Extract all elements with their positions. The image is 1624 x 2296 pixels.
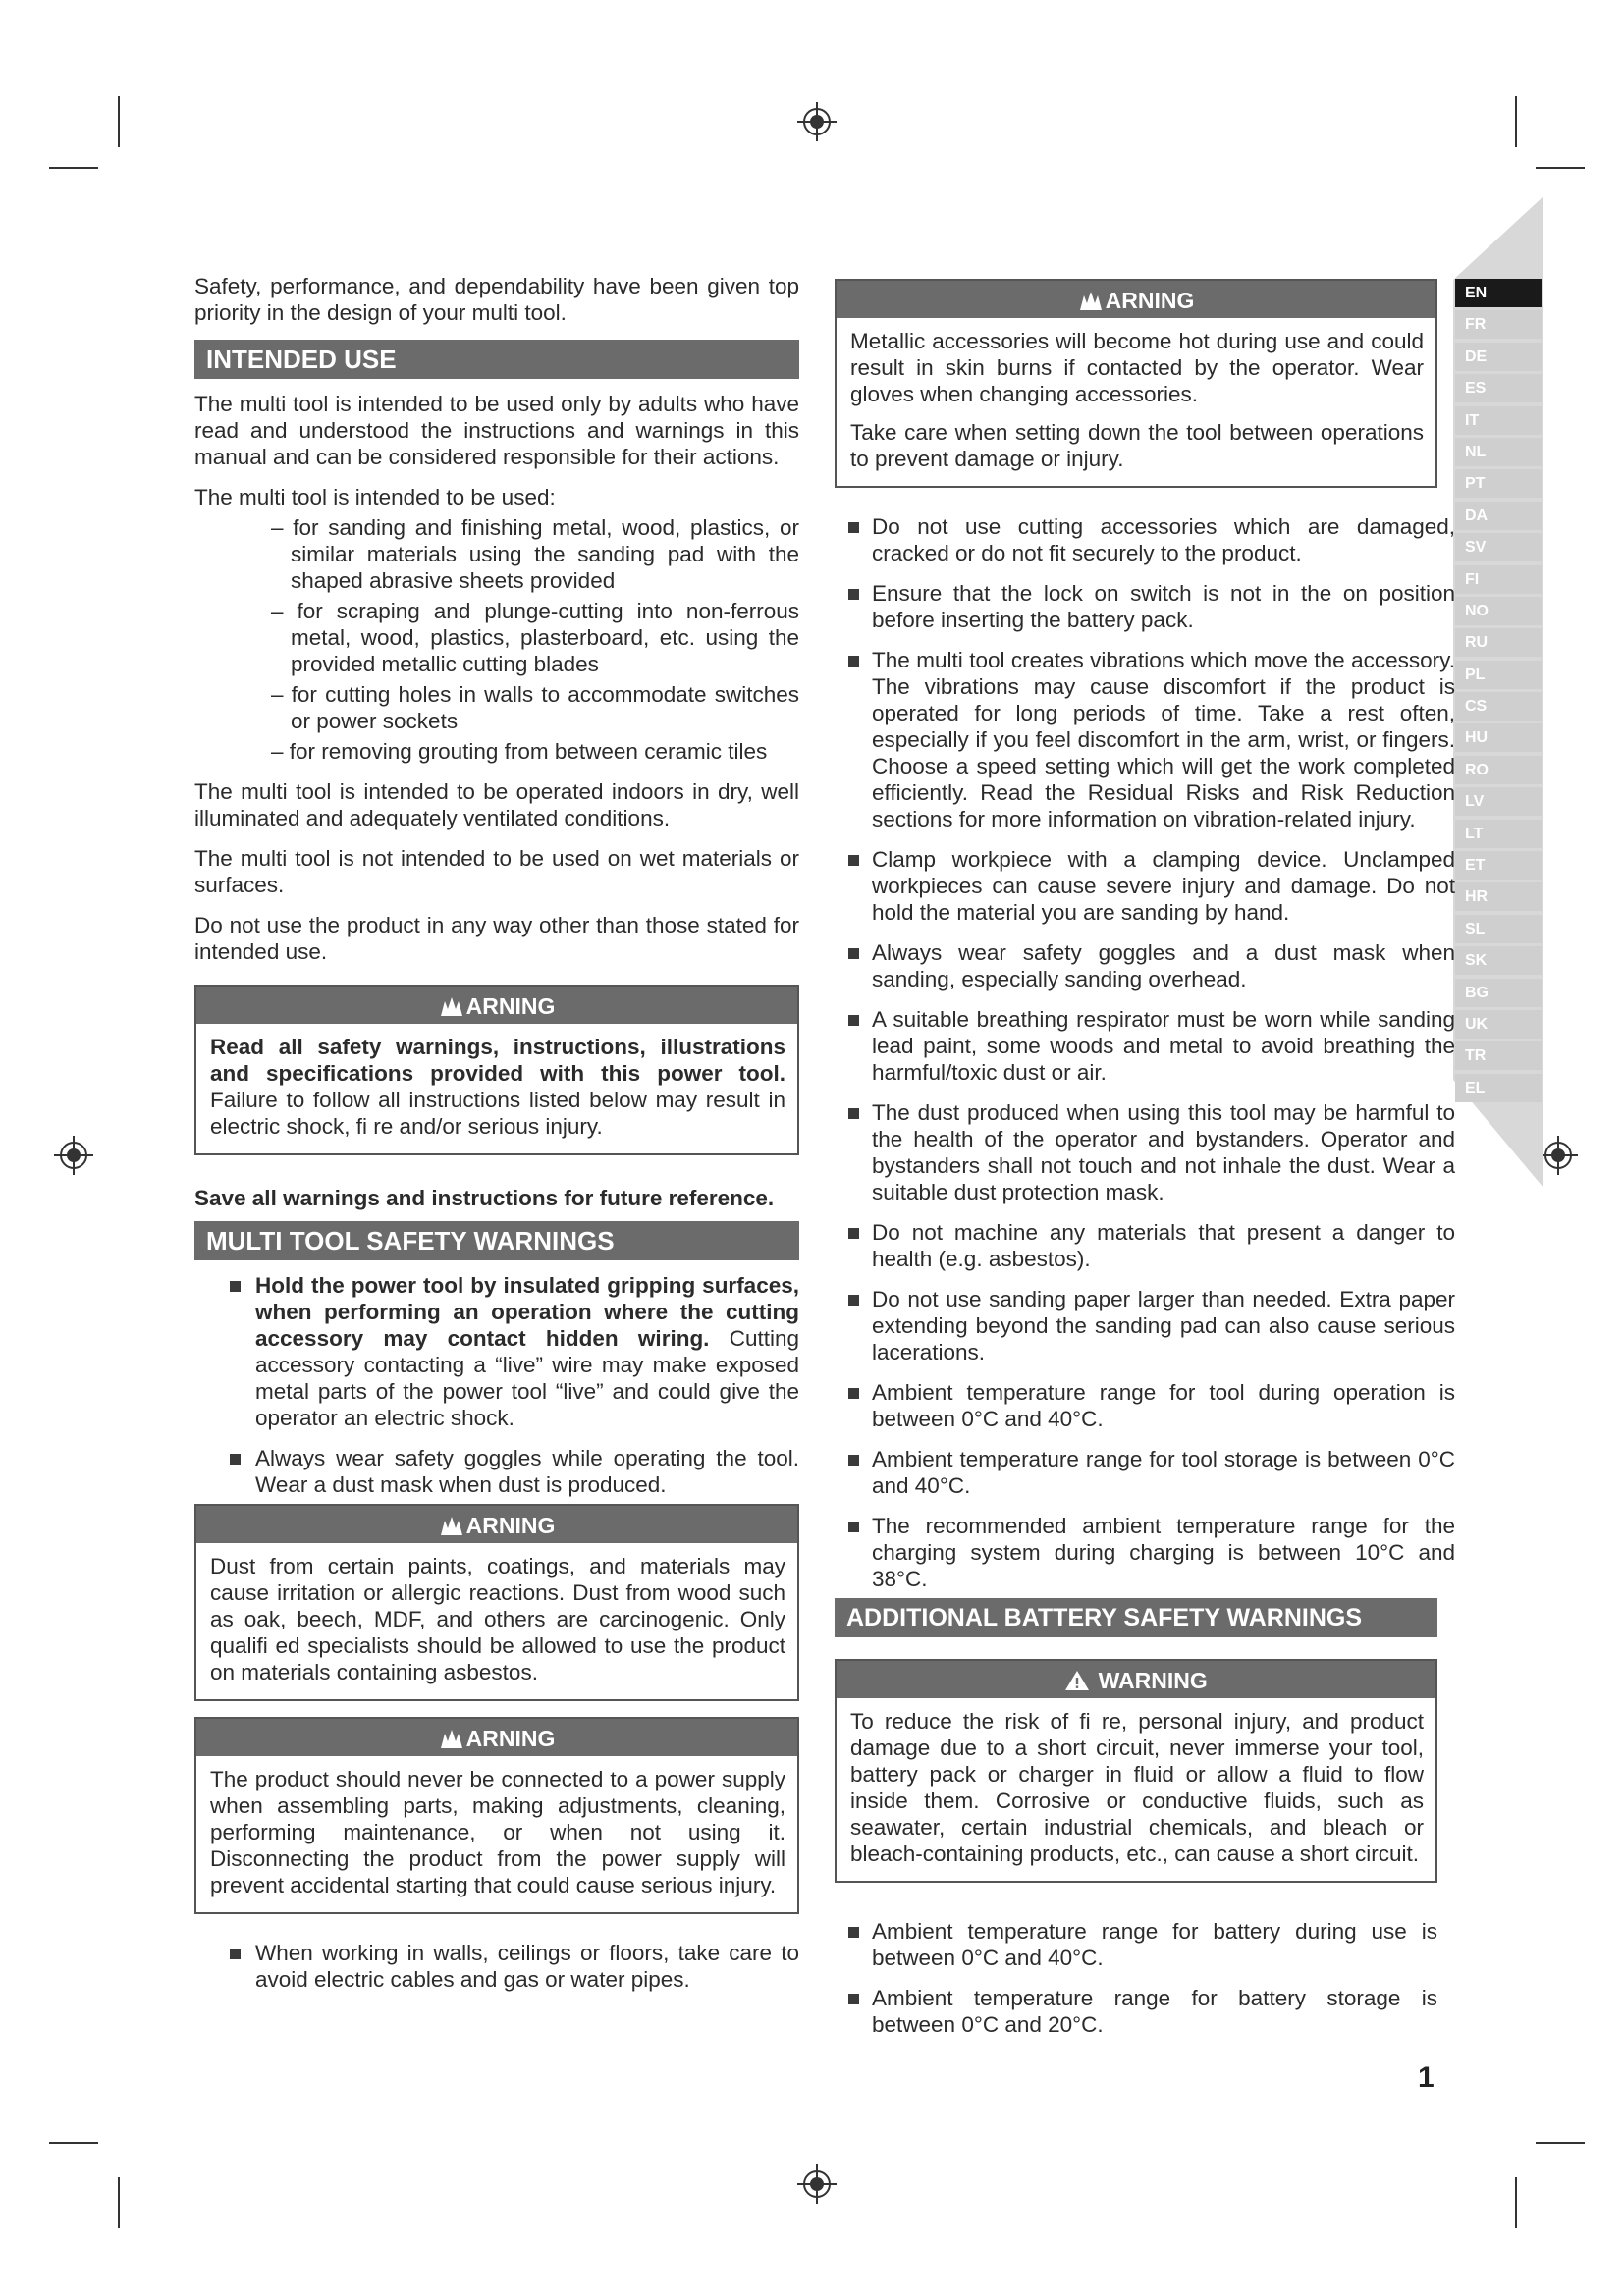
- language-tab-pt[interactable]: PT: [1455, 469, 1542, 498]
- registration-mark-icon: [797, 2164, 837, 2204]
- list-item: – for removing grouting from between ceramic tiles: [271, 739, 768, 764]
- intended-use-paragraph: The multi tool is not intended to be used on wet materials or surfaces.: [194, 846, 799, 897]
- bullet-text: Always wear safety goggles while operating the tool. Wear a dust mask when dust is produced.: [255, 1446, 799, 1497]
- list-item: – for cutting holes in walls to accommodate switches or power sockets: [271, 682, 799, 733]
- warning-label: ARNING: [1105, 288, 1195, 313]
- bullet-square-icon: [848, 1228, 859, 1239]
- language-tab-fr[interactable]: FR: [1455, 310, 1542, 339]
- list-item: [835, 513, 1455, 566]
- bullet-text: Do not use sanding paper larger than needed. Extra paper extending beyond the sanding pad can also cause serious lacerations.: [872, 1287, 1455, 1364]
- bullet-square-icon: [848, 1927, 859, 1938]
- list-item: [835, 647, 1455, 832]
- bullet-square-icon: [848, 1295, 859, 1306]
- warning-bar: [837, 281, 1435, 318]
- left-column: [194, 273, 799, 2006]
- list-item: [835, 939, 1455, 992]
- warning-box: [835, 279, 1437, 488]
- list-item: [835, 1219, 1455, 1272]
- language-tab-hr[interactable]: HR: [1455, 882, 1542, 911]
- intro-paragraph: Safety, performance, and dependability have been given top priority in the design of your multi tool.: [194, 274, 799, 325]
- crop-mark: [49, 167, 98, 169]
- registration-mark-icon: [54, 1136, 93, 1175]
- list-item: [216, 1272, 799, 1431]
- warning-text: Failure to follow all instructions listed below may result in electric shock, fi re and/or serious injury.: [210, 1088, 785, 1139]
- list-item: [835, 1446, 1455, 1499]
- warning-box: [194, 1504, 799, 1701]
- warning-bar: [196, 1506, 797, 1543]
- warning-label: ARNING: [465, 1513, 556, 1538]
- bullet-square-icon: [230, 1454, 241, 1465]
- bullet-text: Cutting accessory contacting a “live” wire may make exposed metal parts of the power tool “live” and could give the operator an electric shock.: [255, 1326, 799, 1430]
- bullet-square-icon: [848, 1522, 859, 1532]
- warning-bar: [837, 1661, 1435, 1698]
- bullet-text: Ensure that the lock on switch is not in the on position before inserting the battery pack.: [872, 581, 1455, 632]
- warning-box: [835, 1659, 1437, 1883]
- warning-triangle-icon: [1064, 1670, 1090, 1691]
- language-tab-de[interactable]: DE: [1455, 343, 1542, 371]
- bullet-square-icon: [230, 1949, 241, 1959]
- bullet-square-icon: [230, 1281, 241, 1292]
- bullet-square-icon: [848, 855, 859, 866]
- language-tab-it[interactable]: IT: [1455, 406, 1542, 435]
- warning-label: ARNING: [465, 993, 556, 1019]
- language-tab-cs[interactable]: CS: [1455, 692, 1542, 721]
- list-item: [835, 1513, 1455, 1592]
- save-instructions-note: Save all warnings and instructions for future reference.: [194, 1186, 775, 1210]
- list-item: [835, 1985, 1437, 2038]
- bullet-square-icon: [848, 1455, 859, 1466]
- language-tab-da[interactable]: DA: [1455, 502, 1542, 530]
- language-tab-ro[interactable]: RO: [1455, 756, 1542, 784]
- warning-text: Dust from certain paints, coatings, and materials may cause irritation or allergic reactions. Dust from wood such as oak, beech, MDF, and others are carcinogenic. Only qualifi ed specialists should be allowed to use the product on materials containing asbestos.: [210, 1554, 785, 1684]
- multi-tool-safety-list: [194, 1272, 799, 1498]
- warning-bar: [196, 1719, 797, 1756]
- bullet-text: Do not machine any materials that present a danger to health (e.g. asbestos).: [872, 1220, 1455, 1271]
- language-tab-pl[interactable]: PL: [1455, 661, 1542, 689]
- language-tab-lt[interactable]: LT: [1455, 820, 1542, 848]
- language-tab-ru[interactable]: RU: [1455, 628, 1542, 657]
- bullet-square-icon: [848, 656, 859, 667]
- battery-bullet-list: [835, 1918, 1437, 2038]
- warning-text: Metallic accessories will become hot during use and could result in skin burns if contacted by the operator. Wear gloves when changing accessories.: [850, 329, 1424, 406]
- warning-label: ARNING: [465, 1726, 556, 1751]
- warning-box: [194, 985, 799, 1155]
- bullet-text: A suitable breathing respirator must be worn while sanding lead paint, some woods and metal to avoid breathing the harmful/toxic dust or air.: [872, 1007, 1455, 1085]
- registration-mark-icon: [1539, 1136, 1578, 1175]
- list-item: [835, 1006, 1455, 1086]
- language-tab-en[interactable]: EN: [1455, 279, 1542, 307]
- intended-use-paragraph: The multi tool is intended to be operated indoors in dry, well illuminated and adequately ventilated conditions.: [194, 779, 799, 830]
- language-tab-hu[interactable]: HU: [1455, 723, 1542, 752]
- bullet-square-icon: [848, 589, 859, 600]
- crop-mark: [118, 2177, 120, 2228]
- warning-text: To reduce the risk of fi re, personal injury, and product damage due to a short circuit, never immerse your tool, battery pack or charger in fluid or allow a fluid to flow inside them. Corrosive or conductive fluids, such as seawater, certain industrial chemicals, and bleach or bleach-containing products, etc., can cause a short circuit.: [850, 1709, 1424, 1866]
- language-tab-tr[interactable]: TR: [1455, 1041, 1542, 1070]
- crop-mark: [118, 96, 120, 147]
- wall-warning-list: [194, 1940, 799, 1993]
- intended-use-paragraph: Do not use the product in any way other than those stated for intended use.: [194, 913, 799, 964]
- bullet-text: The recommended ambient temperature range for the charging system during charging is between 10°C and 38°C.: [872, 1514, 1455, 1591]
- bullet-text: Do not use cutting accessories which are damaged, cracked or do not fit securely to the product.: [872, 514, 1455, 565]
- bullet-square-icon: [848, 522, 859, 533]
- list-item: [216, 1940, 799, 1993]
- bullet-text: Ambient temperature range for battery during use is between 0°C and 40°C.: [872, 1919, 1437, 1970]
- bullet-text: The dust produced when using this tool may be harmful to the health of the operator and bystanders. Operator and bystanders shall not touch and not inhale the dust. Wear a suitable dust protection mask.: [872, 1100, 1455, 1204]
- right-column: [835, 279, 1455, 2052]
- warning-hand-icon: [439, 995, 464, 1017]
- intended-use-list: [194, 514, 799, 765]
- list-item: [835, 1379, 1455, 1432]
- bullet-square-icon: [848, 948, 859, 959]
- bullet-text: Ambient temperature range for battery storage is between 0°C and 20°C.: [872, 1986, 1437, 2037]
- bullet-text: Always wear safety goggles and a dust mask when sanding, especially sanding overhead.: [872, 940, 1455, 991]
- crop-mark: [1536, 2142, 1585, 2144]
- warning-text: The product should never be connected to a power supply when assembling parts, making adjustments, cleaning, performing maintenance, or when not using it. Disconnecting the product from the power supply will prevent accidental starting that could cause serious injury.: [210, 1767, 785, 1897]
- crop-mark: [1515, 96, 1517, 147]
- bullet-text: Ambient temperature range for tool storage is between 0°C and 40°C.: [872, 1447, 1455, 1498]
- bullet-text: The multi tool creates vibrations which move the accessory. The vibrations may cause discomfort if the product is operated for long periods of time. Take a rest often, especially if you feel discomfort in the arm, wrist, or fingers. Choose a speed setting which will get the work completed efficiently. Read the Residual Risks and Risk Reduction sections for more information on vibration-related injury.: [872, 648, 1455, 831]
- warning-bold-text: Read all safety warnings, instructions, illustrations and specifications provided with this power tool.: [210, 1035, 785, 1086]
- crop-mark: [1536, 167, 1585, 169]
- intended-use-paragraph: The multi tool is intended to be used:: [194, 485, 556, 509]
- bullet-square-icon: [848, 1994, 859, 2004]
- list-item: [835, 1286, 1455, 1365]
- language-tab-el[interactable]: EL: [1455, 1074, 1542, 1102]
- list-item: [835, 846, 1455, 926]
- language-tab-no[interactable]: NO: [1455, 597, 1542, 625]
- language-tab-sk[interactable]: SK: [1455, 946, 1542, 975]
- intended-use-heading: INTENDED USE: [194, 340, 799, 379]
- language-tab-es[interactable]: ES: [1455, 374, 1542, 402]
- language-tab-uk[interactable]: UK: [1455, 1010, 1542, 1039]
- list-item: [835, 580, 1455, 633]
- language-tab-bg[interactable]: BG: [1455, 979, 1542, 1007]
- warning-text: Take care when setting down the tool between operations to prevent damage or injury.: [850, 420, 1424, 471]
- list-item: [216, 1445, 799, 1498]
- registration-mark-icon: [797, 102, 837, 141]
- battery-safety-heading: ADDITIONAL BATTERY SAFETY WARNINGS: [835, 1598, 1437, 1637]
- safety-bullet-list: [835, 513, 1455, 1592]
- intended-use-paragraph: The multi tool is intended to be used only by adults who have read and understood the instructions and warnings in this manual and can be considered responsible for their actions.: [194, 392, 799, 469]
- bullet-text: When working in walls, ceilings or floors, take care to avoid electric cables and gas or water pipes.: [255, 1941, 799, 1992]
- bullet-square-icon: [848, 1015, 859, 1026]
- language-tab-lv[interactable]: LV: [1455, 787, 1542, 816]
- language-tab-fi[interactable]: FI: [1455, 565, 1542, 594]
- bullet-square-icon: [848, 1108, 859, 1119]
- list-item: [835, 1099, 1455, 1205]
- warning-bar: [196, 987, 797, 1024]
- language-tabs: [1455, 279, 1542, 1105]
- bullet-text: Ambient temperature range for tool during operation is between 0°C and 40°C.: [872, 1380, 1455, 1431]
- language-tab-et[interactable]: ET: [1455, 851, 1542, 880]
- language-tab-nl[interactable]: NL: [1455, 438, 1542, 466]
- crop-mark: [49, 2142, 98, 2144]
- multi-tool-safety-heading: MULTI TOOL SAFETY WARNINGS: [194, 1221, 799, 1260]
- bullet-square-icon: [848, 1388, 859, 1399]
- bullet-text: Clamp workpiece with a clamping device. Unclamped workpieces can cause severe injury and damage. Do not hold the material you are sanding by hand.: [872, 847, 1455, 925]
- page-number: 1: [1418, 2061, 1435, 2094]
- warning-hand-icon: [1078, 290, 1104, 311]
- warning-hand-icon: [439, 1728, 464, 1749]
- warning-hand-icon: [439, 1515, 464, 1536]
- language-tab-sv[interactable]: SV: [1455, 533, 1542, 561]
- crop-mark: [1515, 2177, 1517, 2228]
- language-tab-sl[interactable]: SL: [1455, 915, 1542, 943]
- list-item: [835, 1918, 1437, 1971]
- warning-box: [194, 1717, 799, 1914]
- warning-label: WARNING: [1098, 1668, 1208, 1693]
- bullet-bold-text: Hold the power tool by insulated gripping surfaces, when performing an operation where the cutting accessory may contact hidden wiring.: [255, 1273, 799, 1351]
- list-item: – for sanding and finishing metal, wood, plastics, or similar materials using the sanding pad with the shaped abrasive sheets provided: [271, 515, 799, 593]
- list-item: – for scraping and plunge-cutting into non-ferrous metal, wood, plastics, plasterboard, etc. using the provided metallic cutting blades: [271, 599, 799, 676]
